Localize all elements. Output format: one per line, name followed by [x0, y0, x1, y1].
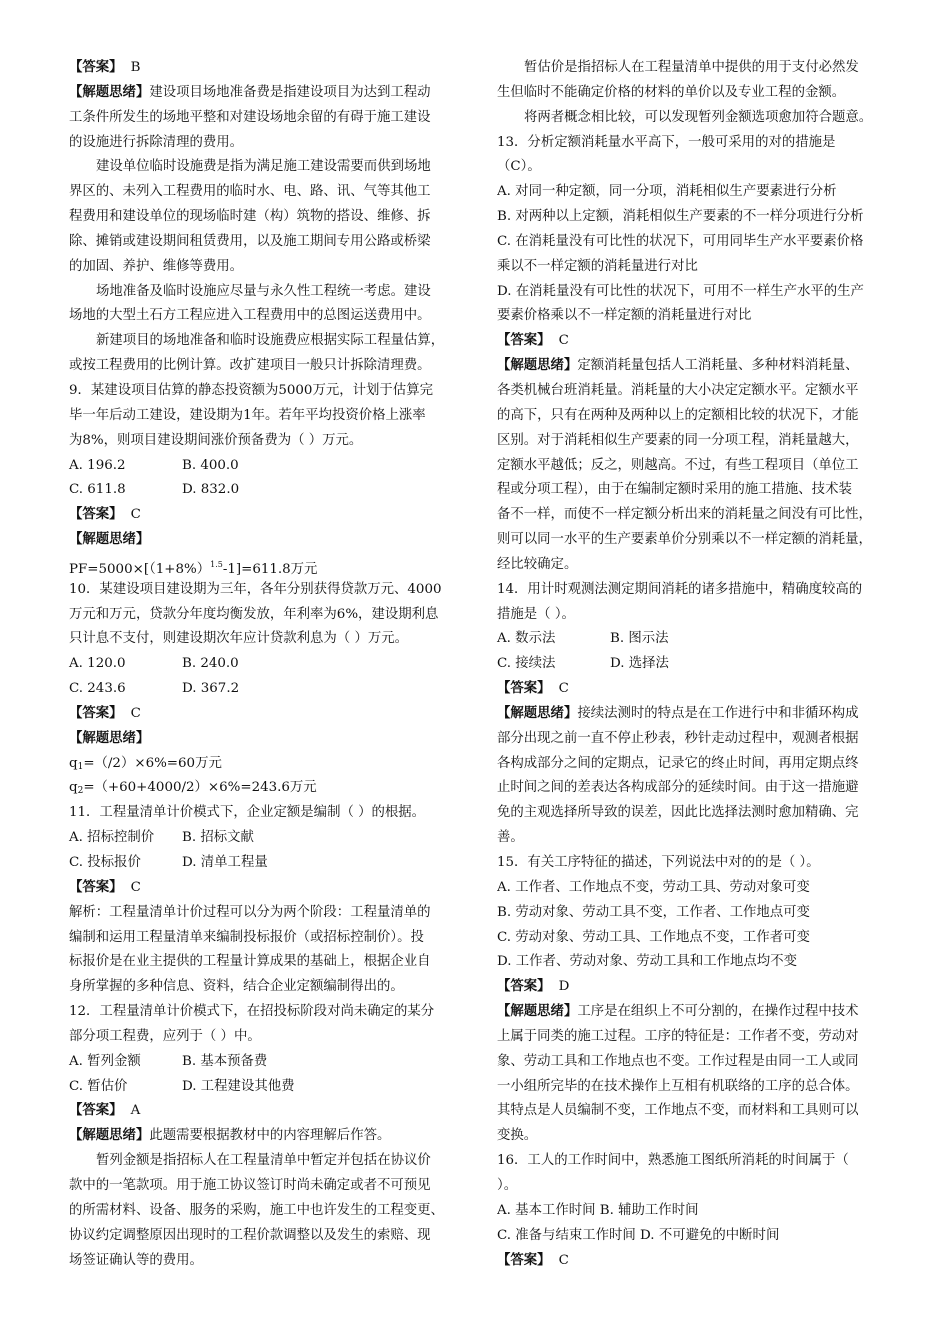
option-item: B. 图示法: [610, 631, 669, 647]
option-item: D. 选择法: [610, 656, 669, 672]
question-line: 身所掌握的多种信息、资料，结合企业定额编制得出的。: [69, 979, 404, 995]
question-line: A. 基本工作时间 B. 辅助工作时间: [497, 1202, 699, 1218]
analysis-label: 【解题思绪】: [497, 358, 578, 374]
answer-line: [497, 329, 897, 354]
analysis-line: [497, 1075, 897, 1100]
option-item: B. 招标文献: [182, 830, 254, 846]
analysis-line: [497, 404, 897, 429]
analysis-line: [497, 1050, 897, 1075]
option-item: A. 招标控制价: [69, 830, 155, 846]
answer-label: 【答案】: [497, 681, 551, 697]
analysis-line: [497, 1025, 897, 1050]
answer-value: D: [558, 979, 570, 995]
analysis-line: [497, 503, 897, 528]
formula-part: =（/2）×6%=60万元: [83, 755, 222, 771]
analysis-line: [497, 478, 897, 503]
answer-label: 【答案】: [69, 60, 123, 75]
analysis-line: [497, 801, 897, 826]
analysis-text: 工条件所发生的场地平整和对建设场地余留的有碍于施工建设: [69, 109, 431, 125]
option-row: [69, 677, 463, 702]
analysis-line: [497, 776, 897, 801]
analysis-text: 工序是在组织上不可分割的，在操作过程中技术: [577, 1004, 859, 1020]
analysis-label: 【解题思绪】: [69, 532, 150, 548]
paragraph-line: 的加固、养护、维修等费用。: [69, 258, 244, 274]
analysis-line: [497, 379, 897, 404]
right-column: [497, 56, 897, 1273]
question-line: （C）。: [497, 159, 541, 175]
analysis-text: 定额消耗量包括人工消耗量、多种材料消耗量、: [577, 358, 859, 374]
answer-label: 【答案】: [69, 1103, 123, 1119]
question-line: 10．某建设项目建设期为三年，各年分别获得贷款万元、4000: [69, 581, 442, 597]
paragraph-line: 界区的、未列入工程费用的临时水、电、路、讯、气等其他工: [69, 184, 431, 200]
question-line: A. 对同一种定额，同一分项，消耗相似生产要素进行分析: [497, 184, 837, 200]
analysis-text: 此题需要根据教材中的内容理解后作答。: [149, 1128, 391, 1144]
analysis-text: 善。: [497, 830, 524, 846]
question-line: 13．分析定额消耗量水平高下，一般可采用的对的措施是: [497, 134, 836, 150]
analysis-text: 各构成部分之间的定期点，记录它的终止时间，再用定期点终: [497, 755, 859, 771]
option-row: [69, 478, 463, 503]
option-item: C. 243.6: [69, 681, 126, 697]
question-line: D. 在消耗量没有可比性的状况下，可用不一样生产水平的生产: [497, 283, 864, 299]
analysis-line: [497, 702, 897, 727]
question-line: 9．某建设项目估算的静态投资额为5000万元，计划于估算完: [69, 382, 433, 398]
option-item: A. 196.2: [69, 457, 126, 473]
analysis-heading-line: [69, 528, 463, 553]
paragraph-line: 场地准备及临时设施应尽量与永久性工程统一考虑。建设: [96, 283, 431, 299]
paragraph-line: 暂估价是指招标人在工程量清单中提供的用于支付必然发: [524, 60, 859, 75]
analysis-line: [497, 1124, 897, 1149]
analysis-text: 备不一样，而使不一样定额分析出来的消耗量之间没有可比性，: [497, 507, 872, 523]
analysis-text: 建设项目场地准备费是指建设项目为达到工程动: [149, 84, 431, 100]
option-row: [69, 851, 463, 876]
question-line: 要素价格乘以不一样定额的消耗量进行对比: [497, 308, 752, 324]
paragraph-line: 场地的大型土石方工程应进入工程费用中的总图运送费用中。: [69, 308, 431, 324]
formula-exponent: 1.5: [210, 559, 223, 569]
analysis-text: 上属于同类的施工过程。工序的特征是：工作者不变，劳动对: [497, 1028, 859, 1044]
question-line: D. 工作者、劳动对象、劳动工具和工作地点均不变: [497, 954, 797, 970]
option-item: A. 120.0: [69, 656, 126, 672]
option-item: B. 400.0: [182, 457, 239, 473]
formula-part: -1]=611.8万元: [222, 561, 318, 577]
formula-line: [69, 553, 463, 578]
analysis-label: 【解题思绪】: [497, 705, 578, 721]
analysis-label: 【解题思绪】: [69, 1128, 150, 1144]
formula-subscript: 1: [77, 761, 84, 772]
answer-label: 【答案】: [69, 705, 123, 721]
answer-line: [497, 677, 897, 702]
answer-line: [69, 503, 463, 528]
analysis-heading-line: [69, 727, 463, 752]
question-line: 措施是（ ）。: [497, 606, 575, 622]
analysis-text: 则可以同一水平的生产要素单价分别乘以不一样定额的消耗量，: [497, 532, 872, 548]
paragraph-line: 新建项目的场地准备和临时设施费应根据实际工程量估算，: [96, 333, 445, 349]
answer-value: C: [558, 333, 569, 349]
option-item: D. 832.0: [182, 482, 240, 498]
analysis-text: 免的主观选择所导致的误差，因此比选择法测时愈加精确、完: [497, 805, 859, 821]
paragraph-line: 除、摊销或建设期间租赁费用，以及施工期间专用公路或桥梁: [69, 233, 431, 249]
question-line: 只计息不支付，则建设期次年应计贷款利息为（ ）万元。: [69, 631, 409, 647]
analysis-text: 的高下，只有在两种及两种以上的定额相比较的状况下，才能: [497, 407, 859, 423]
question-line: 乘以不一样定额的消耗量进行对比: [497, 258, 698, 274]
analysis-line: [497, 752, 897, 777]
answer-value: C: [558, 681, 569, 697]
analysis-line: [497, 727, 897, 752]
question-line: 16．工人的工作时间中，熟悉施工图纸所消耗的时间属于（: [497, 1153, 849, 1169]
answer-value: C: [130, 507, 141, 523]
option-row: [69, 1075, 463, 1100]
analysis-text: 各类机械台班消耗量。消耗量的大小决定定额水平。定额水平: [497, 382, 859, 398]
analysis-line: [497, 454, 897, 479]
analysis-text: 的设施进行拆除清理的费用。: [69, 134, 244, 150]
answer-line: [69, 876, 463, 901]
option-row: [69, 826, 463, 851]
question-line: 15．有关工序特征的描述，下列说法中对的的是（ ）。: [497, 855, 820, 870]
analysis-line: [497, 528, 897, 553]
question-line: B. 劳动对象、劳动工具不变，工作者、工作地点可变: [497, 904, 810, 920]
option-item: C. 接续法: [497, 656, 556, 672]
option-item: A. 数示法: [497, 631, 556, 647]
question-line: 万元和万元，贷款分年度均衡发放，年利率为6%，建设期利息: [69, 606, 439, 622]
analysis-text: 定额水平越低；反之，则越高。不过，有些工程项目（单位工: [497, 457, 859, 473]
paragraph-line: 或按工程费用的比例计算。改扩建项目一般只计拆除清理费。: [69, 358, 431, 374]
formula-part: =（+60+4000/2）×6%=243.6万元: [83, 780, 317, 796]
analysis-line: [497, 354, 897, 379]
analysis-text: 变换。: [497, 1128, 538, 1144]
option-item: C. 暂估价: [69, 1078, 128, 1094]
answer-label: 【答案】: [497, 1252, 551, 1268]
left-column: [69, 56, 463, 1273]
analysis-line: [69, 1124, 463, 1149]
question-line: 解析：工程量清单计价过程可以分为两个阶段：工程量清单的: [69, 904, 431, 920]
option-row: [497, 652, 897, 677]
paragraph-line: 协议约定调整原因出现时的工程价款调整以及发生的索赔、现: [69, 1227, 431, 1243]
option-item: D. 工程建设其他费: [182, 1078, 295, 1094]
question-line: A. 工作者、工作地点不变，劳动工具、劳动对象可变: [497, 879, 810, 895]
question-line: 编制和运用工程量清单来编制投标报价（或招标控制价）。投: [69, 929, 424, 945]
option-item: B. 240.0: [182, 656, 239, 672]
option-item: D. 367.2: [182, 681, 240, 697]
formula-subscript: 2: [77, 786, 84, 797]
answer-value: C: [130, 879, 141, 895]
answer-label: 【答案】: [69, 507, 123, 523]
question-line: 12．工程量清单计价模式下，在招投标阶段对尚未确定的某分: [69, 1004, 435, 1020]
answer-value: C: [130, 705, 141, 721]
analysis-text: 一小组所完毕的在技术操作上互相有机联络的工序的总合体。: [497, 1078, 859, 1094]
question-line: C. 劳动对象、劳动工具、工作地点不变，工作者可变: [497, 929, 810, 945]
answer-line: [497, 1249, 897, 1274]
question-line: 为8%，则项目建设期间涨价预备费为（ ）万元。: [69, 432, 363, 448]
analysis-label: 【解题思绪】: [69, 84, 150, 100]
formula-line: [69, 752, 463, 777]
question-line: C. 在消耗量没有可比性的状况下，可用同毕生产水平要素价格: [497, 233, 864, 249]
answer-value: A: [130, 1103, 141, 1119]
option-item: A. 暂列金额: [69, 1053, 141, 1069]
analysis-text: 止时间之间的差表达各构成部分的延续时间。由于这一措施避: [497, 780, 859, 796]
question-line: B. 对两种以上定额，消耗相似生产要素的不一样分项进行分析: [497, 209, 864, 225]
analysis-text: 其特点是人员编制不变，工作地点不变，而材料和工具则可以: [497, 1103, 859, 1119]
analysis-line: [497, 1000, 897, 1025]
analysis-label: 【解题思绪】: [69, 730, 150, 746]
answer-label: 【答案】: [497, 333, 551, 349]
question-line: C. 准备与结束工作时间 D. 不可避免的中断时间: [497, 1227, 780, 1243]
formula-part: PF=5000×[（1+8%）: [69, 561, 211, 577]
analysis-line: [69, 81, 463, 106]
answer-value: C: [558, 1252, 569, 1268]
option-row: [497, 627, 897, 652]
formula-line: [69, 776, 463, 801]
paragraph-line: 生但临时不能确定价格的材料的单价以及专业工程的金额。: [497, 84, 846, 100]
question-line: 部分项工程费，应列于（ ）中。: [69, 1028, 261, 1044]
option-item: C. 611.8: [69, 482, 126, 498]
option-row: [69, 652, 463, 677]
paragraph-line: 场签证确认等的费用。: [69, 1252, 203, 1268]
paragraph-line: 建设单位临时设施费是指为满足施工建设需要而供到场地: [96, 159, 431, 175]
formula-part: q: [69, 755, 78, 771]
answer-line: [69, 56, 463, 81]
analysis-text: 接续法测时的特点是在工作进行中和非循环构成: [577, 705, 859, 721]
question-line: 14．用计时观测法测定期间消耗的诸多措施中，精确度较高的: [497, 581, 863, 597]
paragraph-line: 的所需材料、设备、服务的采购，施工中也许发生的工程变更、: [69, 1202, 444, 1218]
answer-label: 【答案】: [69, 879, 123, 895]
analysis-line: [497, 553, 897, 578]
paragraph-line: 暂列金额是指招标人在工程量清单中暂定并包括在协议价: [96, 1153, 431, 1169]
question-line: 11．工程量清单计价模式下，企业定额是编制（ ）的根据。: [69, 805, 426, 821]
analysis-text: 区别。对于消耗相似生产要素的同一分项工程，消耗量越大，: [497, 432, 859, 448]
analysis-text: 部分出现之前一直不停止秒表，秒针走动过程中，观测者根据: [497, 730, 859, 746]
answer-line: [69, 1099, 463, 1124]
question-line: 标报价是在业主提供的工程量计算成果的基础上，根据企业自: [69, 954, 431, 970]
analysis-label: 【解题思绪】: [497, 1004, 578, 1020]
option-row: [69, 1050, 463, 1075]
option-item: C. 投标报价: [69, 855, 141, 870]
answer-line: [497, 975, 897, 1000]
answer-label: 【答案】: [497, 979, 551, 995]
analysis-line: [497, 826, 897, 851]
analysis-text: 程或分项工程），由于在编制定额时采用的施工措施、技术装: [497, 482, 852, 498]
question-line: ）。: [497, 1177, 518, 1193]
analysis-line: [69, 131, 463, 156]
answer-value: B: [130, 60, 141, 75]
question-line: 毕一年后动工建设，建设期为1年。若年平均投资价格上涨率: [69, 407, 426, 423]
option-item: D. 清单工程量: [182, 855, 268, 870]
analysis-text: 经比较确定。: [497, 556, 578, 572]
formula-part: q: [69, 780, 78, 796]
analysis-line: [497, 429, 897, 454]
option-item: B. 基本预备费: [182, 1053, 268, 1069]
paragraph-line: 将两者概念相比较，可以发现暂列金额选项愈加符合题意。: [524, 109, 873, 125]
paragraph-line: 款中的一笔款项。用于施工协议签订时尚未确定或者不可预见: [69, 1177, 431, 1193]
analysis-line: [497, 1099, 897, 1124]
analysis-line: [69, 106, 463, 131]
answer-line: [69, 702, 463, 727]
option-row: [69, 454, 463, 479]
analysis-text: 象、劳动工具和工作地点也不变。工作过程是由同一工人或同: [497, 1053, 859, 1069]
paragraph-line: 程费用和建设单位的现场临时建（构）筑物的搭设、维修、拆: [69, 209, 431, 225]
